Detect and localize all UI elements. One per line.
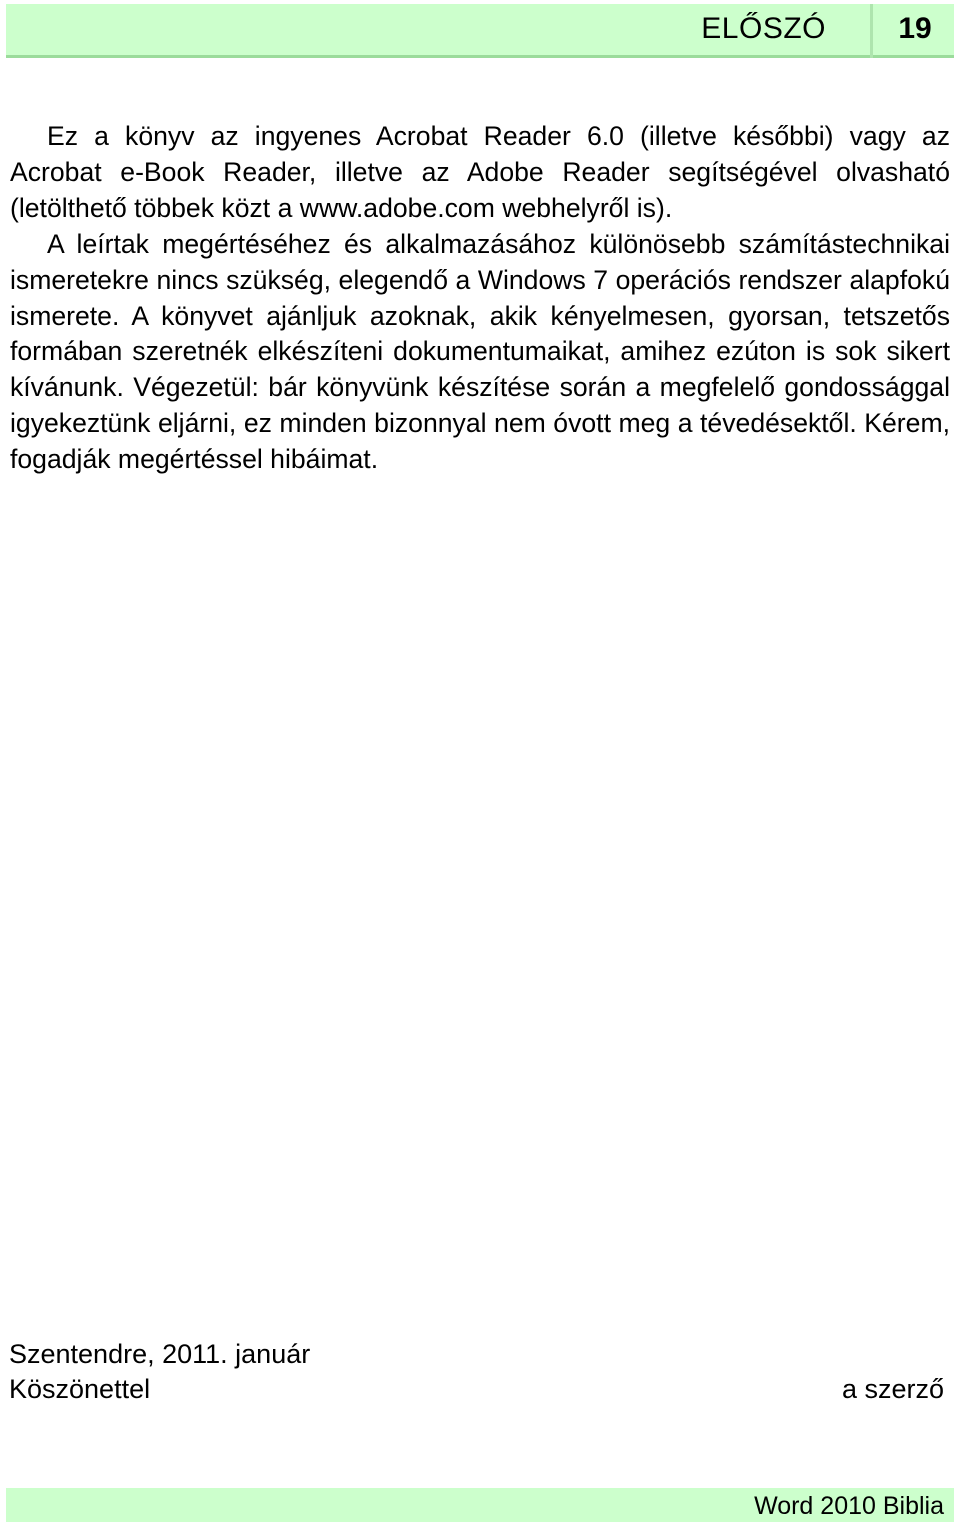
- preface-text: [10, 119, 950, 478]
- page-number: 19: [898, 12, 932, 45]
- header-divider: [870, 4, 873, 58]
- paragraph-1: Ez a könyv az ingyenes Acrobat Reader 6.0 (illetve későbbi) vagy az Acrobat e-Book Reader, illetve az Adobe Reader segítségével olvasható (letölthető többek közt a www.adobe.com webhelyről is).: [10, 121, 950, 223]
- book-title: Word 2010 Biblia: [754, 1492, 944, 1520]
- place-date: Szentendre, 2011. január: [9, 1339, 311, 1369]
- author-signature: a szerző: [841, 1374, 944, 1404]
- closing-thanks: Köszönettel: [9, 1374, 151, 1404]
- page-header: [6, 4, 954, 58]
- paragraph-2: A leírtak megértéséhez és alkalmazásához különösebb számítástechnikai ismeretekre nincs szükség, elegendő a Windows 7 operációs rendszer alapfokú ismerete. A könyvet ajánljuk azoknak, akik kényelmesen, gyorsan, tetszetős formában szeretnék elkészíteni dokumentumaikat, amihez ezúton is sok sikert kívánunk. Végezetül: bár könyvünk készítése során a megfelelő gondossággal igyekeztünk eljárni, ez minden bizonnyal nem óvott meg a tévedésektől. Kérem, fogadják megértéssel hibáimat.: [10, 228, 950, 475]
- chapter-title: ELŐSZÓ: [701, 12, 826, 45]
- page-footer: [6, 1488, 954, 1522]
